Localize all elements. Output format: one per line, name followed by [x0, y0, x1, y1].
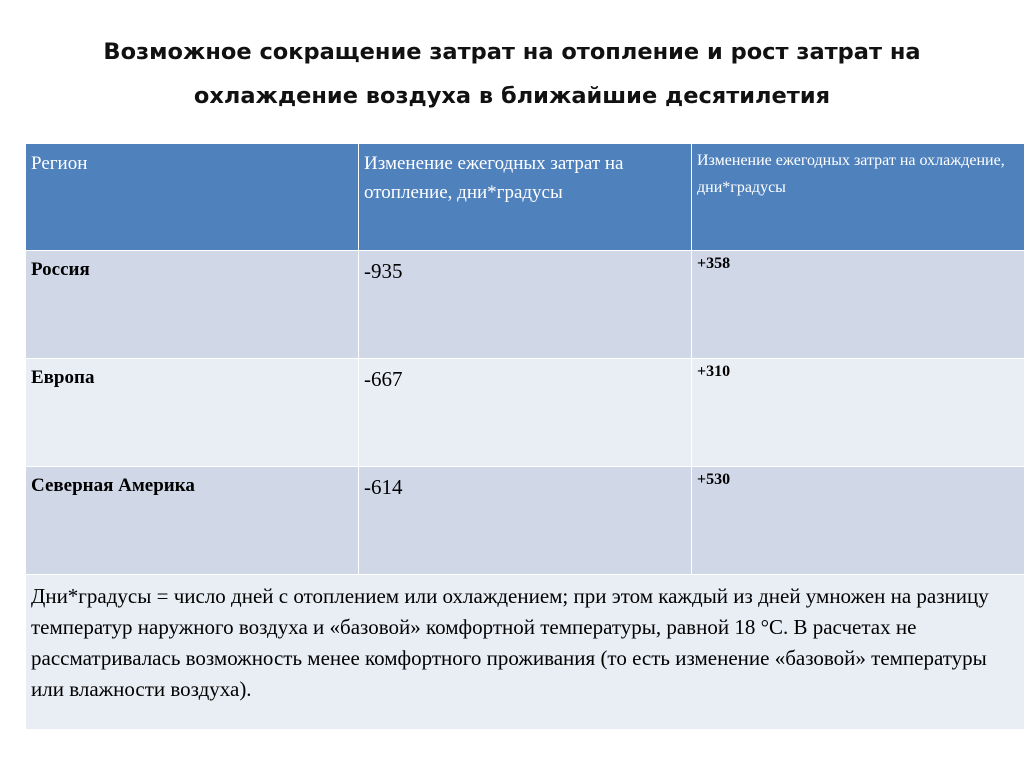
table-header-row	[26, 144, 1024, 251]
cell-cooling: +530	[692, 467, 1024, 575]
cell-region: Россия	[26, 251, 359, 359]
cell-heating: -935	[359, 251, 692, 359]
table-row	[26, 359, 1024, 467]
table-note-row	[26, 575, 1024, 730]
cell-heating: -667	[359, 359, 692, 467]
cell-region: Северная Америка	[26, 467, 359, 575]
data-table	[25, 143, 1024, 730]
cell-region: Европа	[26, 359, 359, 467]
header-region: Регион	[26, 144, 359, 251]
table-note: Дни*градусы = число дней с отоплением или охлаждением; при этом каждый из дней умножен на разницу температур наружного воздуха и «базовой» комфортной температуры, равной 18 °С. В расчетах не рассматривалась возможность менее комфортного проживания (то есть изменение «базовой» температуры или влажности воздуха).	[26, 575, 1024, 730]
table-row	[26, 467, 1024, 575]
header-cooling: Изменение ежегодных затрат на охлаждение, дни*градусы	[692, 144, 1024, 251]
table-row	[26, 251, 1024, 359]
cell-cooling: +358	[692, 251, 1024, 359]
cell-cooling: +310	[692, 359, 1024, 467]
header-heating: Изменение ежегодных затрат на отопление, дни*градусы	[359, 144, 692, 251]
cell-heating: -614	[359, 467, 692, 575]
slide-title: Возможное сокращение затрат на отопление и рост затрат на охлаждение воздуха в ближайшие десятилетия	[103, 39, 921, 109]
